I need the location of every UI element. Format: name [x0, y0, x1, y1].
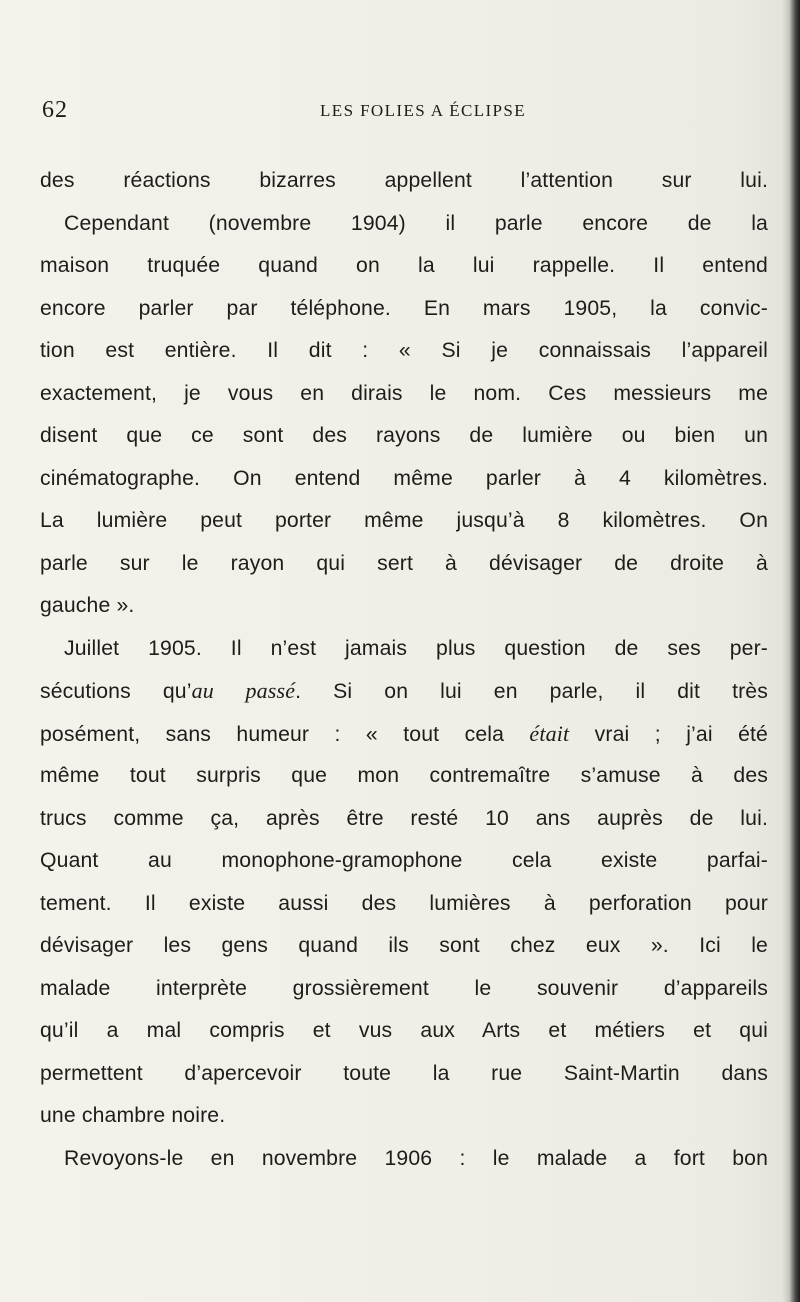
text-line: Revoyons-le en novembre 1906 : le malade a fort bon: [64, 1146, 768, 1170]
text-line: cinématographe. On entend même parler à 4 kilomètres.: [40, 466, 768, 490]
text-line: [40, 713, 768, 756]
text-segment: . Si on lui en parle, il dit très: [295, 680, 768, 703]
italic-text: au passé: [191, 678, 296, 703]
page-number: 62: [42, 97, 68, 123]
text-line: trucs comme ça, après être resté 10 ans auprès de lui.: [40, 806, 768, 830]
text-line: parle sur le rayon qui sert à dévisager de droite à: [40, 551, 768, 575]
text-line: Juillet 1905. Il n’est jamais plus question de ses per-: [64, 636, 768, 660]
text-segment: sécutions qu’: [40, 680, 192, 703]
page-header: [42, 94, 782, 126]
text-segment: posément, sans humeur : « tout cela: [40, 722, 530, 746]
italic-text: était: [529, 720, 570, 746]
text-line: disent que ce sont des rayons de lumière ou bien un: [40, 424, 768, 447]
running-title: LES FOLIES A ÉCLIPSE: [320, 101, 527, 120]
text-line: même tout surpris que mon contremaître s’amuse à des: [40, 764, 768, 787]
body-text: [40, 160, 768, 1180]
text-line: tion est entière. Il dit : « Si je connaissais l’appareil: [40, 339, 768, 362]
text-line: qu’il a mal compris et vus aux Arts et métiers et qui: [40, 1019, 768, 1042]
text-line: La lumière peut porter même jusqu’à 8 kilomètres. On: [40, 509, 768, 532]
text-line: Cependant (novembre 1904) il parle encore de la: [64, 211, 768, 235]
text-line: [40, 670, 768, 713]
page-edge-shadow: [782, 0, 800, 1302]
text-line: dévisager les gens quand ils sont chez eux ». Ici le: [40, 934, 768, 957]
text-line: Quant au monophone-gramophone cela existe parfai-: [40, 849, 768, 872]
text-line: permettent d’apercevoir toute la rue Saint-Martin dans: [40, 1061, 768, 1085]
text-line: une chambre noire.: [40, 1104, 226, 1127]
text-line: encore parler par téléphone. En mars 1905, la convic-: [40, 296, 768, 320]
text-line: gauche ».: [40, 594, 135, 617]
text-line: tement. Il existe aussi des lumières à perforation pour: [40, 891, 768, 915]
text-line: malade interprète grossièrement le souvenir d’appareils: [40, 976, 768, 1000]
text-segment: vrai ; j’ai été: [569, 722, 768, 746]
text-line: des réactions bizarres appellent l’attention sur lui.: [40, 169, 768, 192]
text-line: exactement, je vous en dirais le nom. Ces messieurs me: [40, 381, 768, 405]
text-line: maison truquée quand on la lui rappelle. Il entend: [40, 254, 768, 277]
